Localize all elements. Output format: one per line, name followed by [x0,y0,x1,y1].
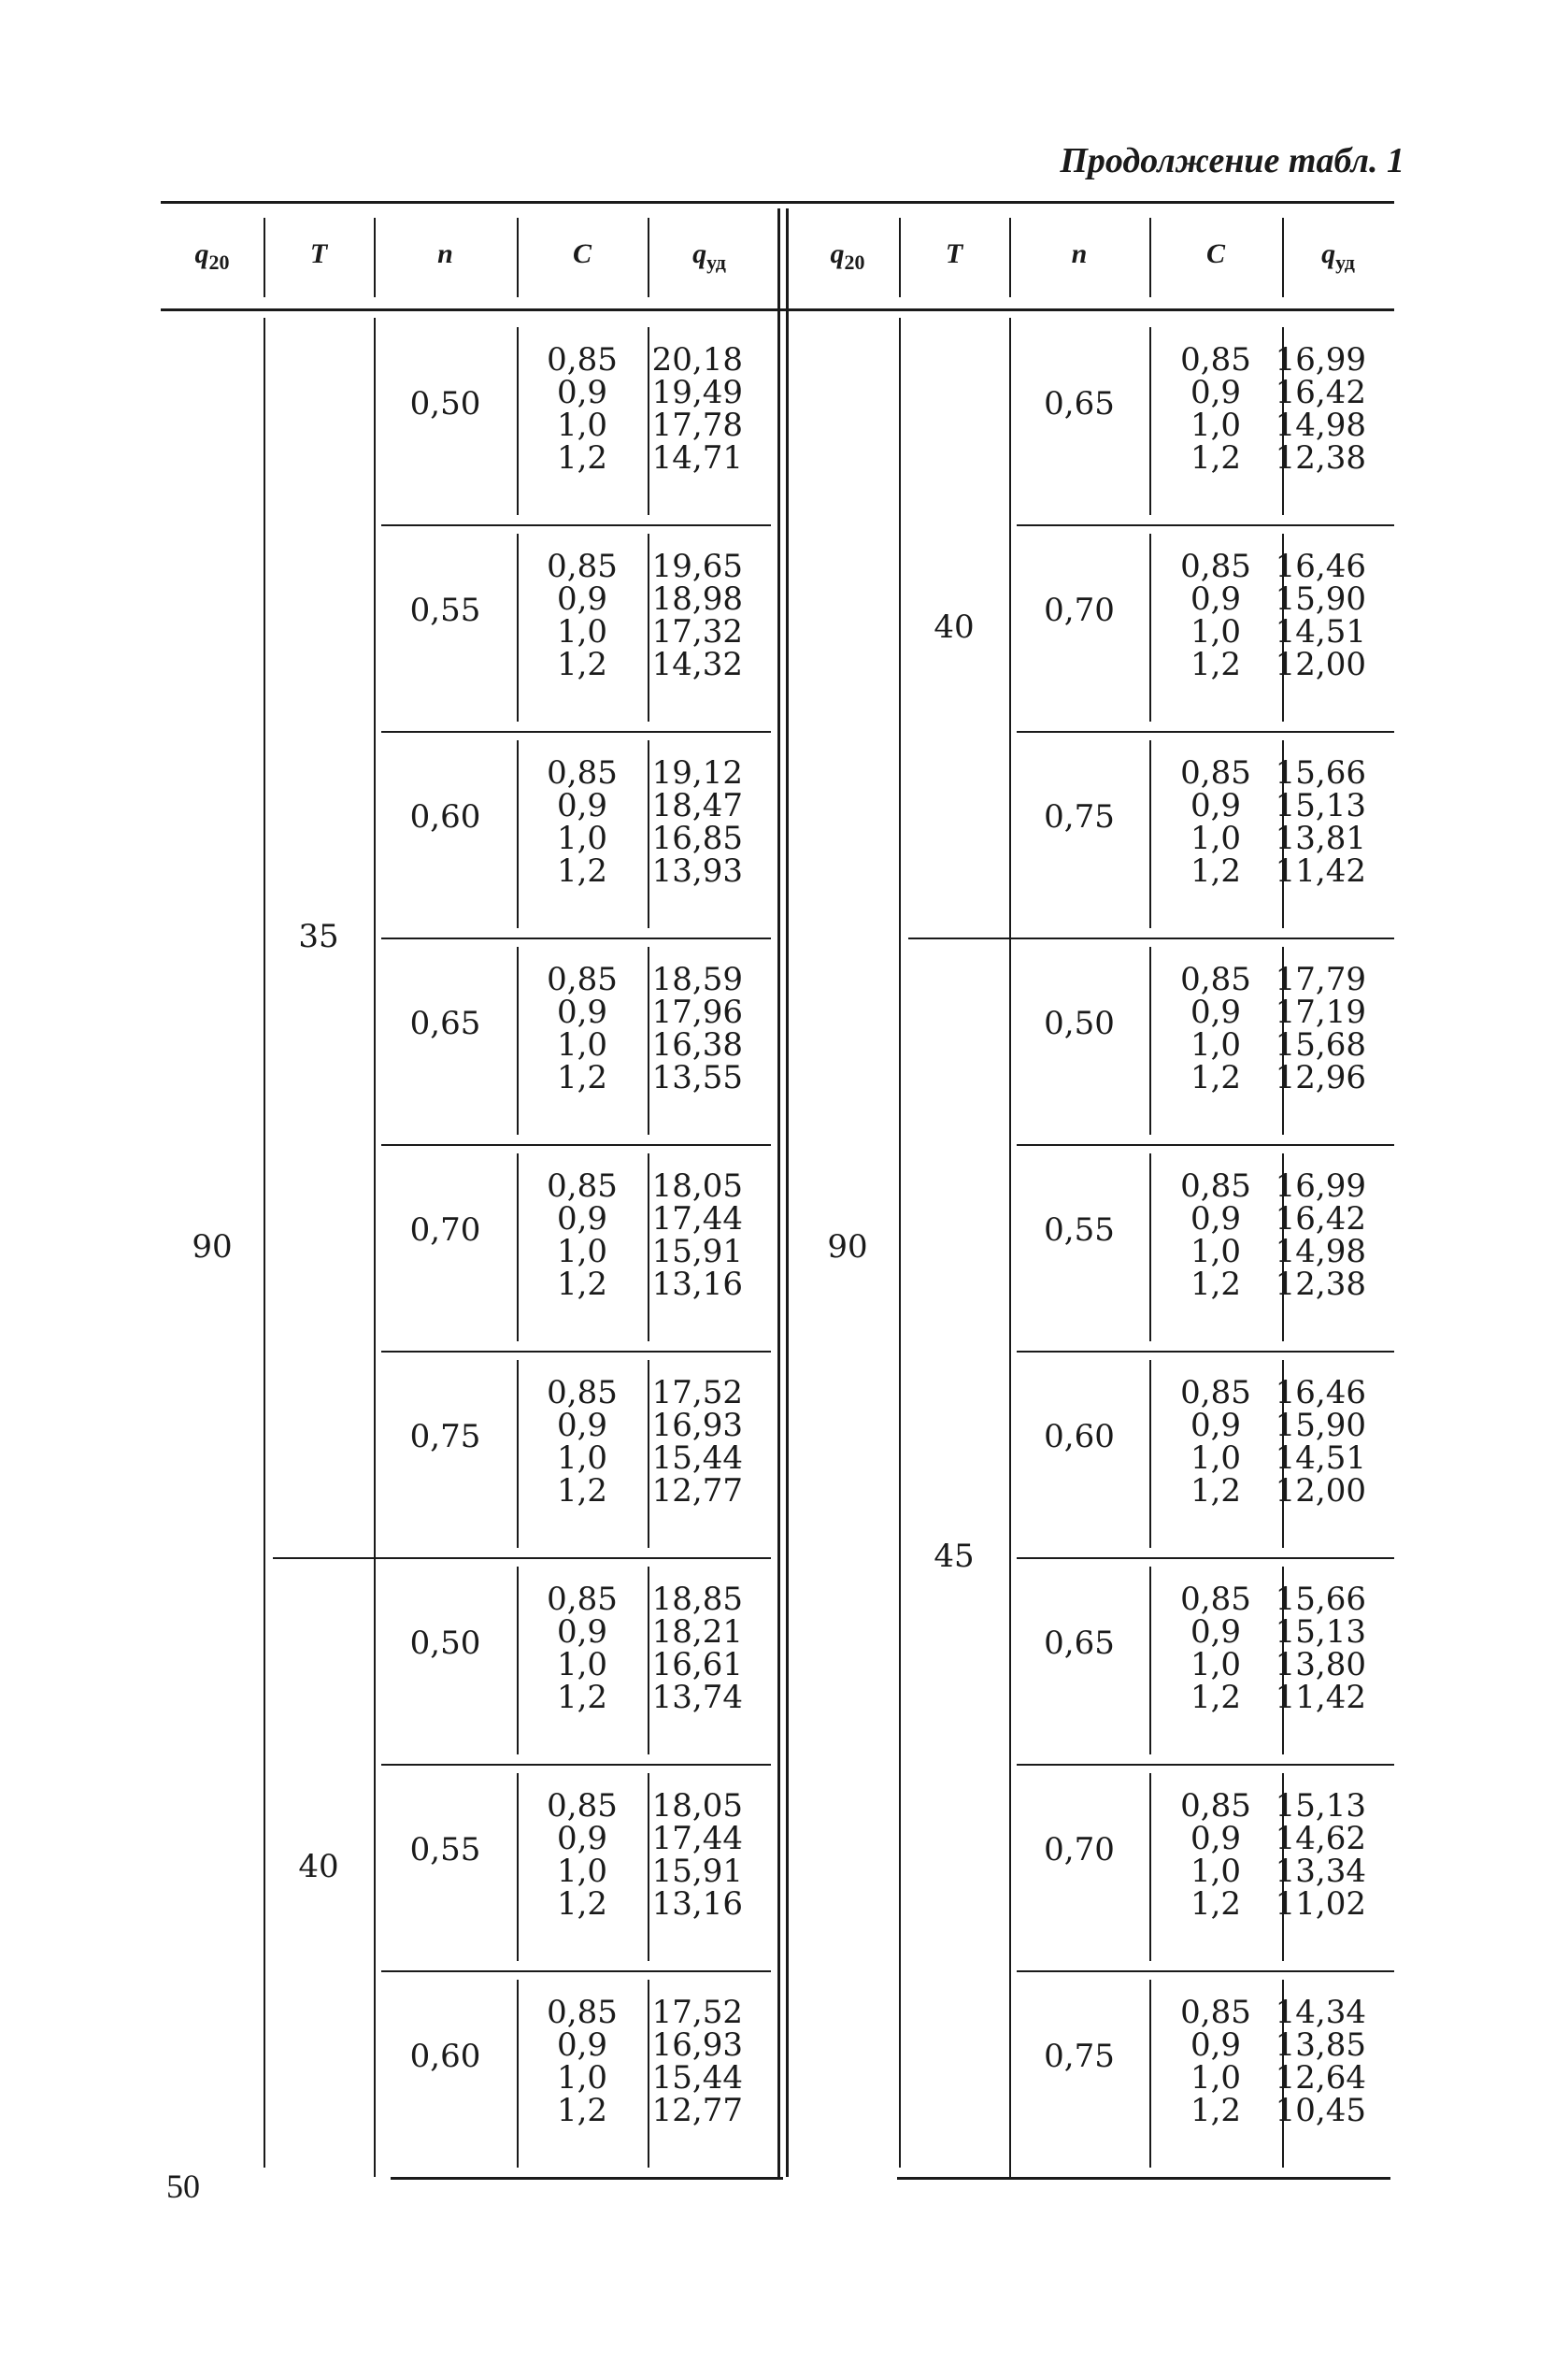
c-value: 0,9 [1190,787,1242,824]
qud-value: 13,55 [651,1059,743,1096]
qud-value: 14,98 [1275,407,1366,444]
qud-value: 19,12 [651,754,743,792]
c-value: 1,2 [1190,1266,1242,1303]
left-qud-values [640,1167,743,1303]
qud-value: 15,90 [1275,580,1366,618]
qud-value: 13,16 [651,1266,743,1303]
c-value: 1,0 [1190,1439,1242,1477]
c-value: 1,2 [1190,1885,1242,1923]
left-header-q20: $q_{20}$ [194,238,230,274]
c-value: 1,2 [556,1266,608,1303]
left-n-value: 0,60 [409,797,481,836]
left-c-values [526,961,638,1096]
qud-value: 12,77 [651,2092,743,2129]
qud-value: 16,61 [651,1646,743,1683]
left-c-values [526,754,638,890]
left-col-line-C [517,534,519,722]
qud-value: 15,90 [1275,1407,1366,1444]
c-value: 1,2 [1190,439,1242,477]
left-header-col-line [374,218,376,297]
right-col-line-C [1149,1980,1151,2168]
c-value: 0,9 [1190,1200,1242,1238]
qud-value: 14,34 [1275,1994,1366,2031]
c-value: 0,9 [556,1613,608,1651]
left-header-col-line [648,218,649,297]
right-col-line-C [1149,534,1151,722]
table-caption: Продолжение табл. 1 [1060,141,1404,180]
left-n-value: 0,75 [409,1417,481,1455]
right-qud-values [1263,754,1366,890]
left-row-rule [381,938,771,939]
left-group-rule [273,1557,771,1559]
left-col-line-C [517,1567,519,1754]
right-row-rule [1017,1764,1394,1766]
right-n-value: 0,65 [1044,1624,1115,1662]
c-value: 1,2 [556,852,608,890]
left-header-qud: $q_{уд}$ [692,238,726,274]
left-c-values [526,1583,638,1714]
left-qud-values [640,754,743,890]
c-value: 1,0 [1190,613,1242,651]
left-n-value: 0,55 [409,591,481,629]
right-T-value: 40 [934,608,975,646]
qud-value: 19,65 [651,548,743,585]
qud-value: 16,46 [1275,1374,1366,1411]
qud-value: 11,02 [1275,1885,1366,1923]
c-value: 1,0 [1190,1026,1242,1064]
left-c-values [526,1787,638,1923]
qud-value: 15,13 [1275,1613,1366,1651]
left-qud-values [640,961,743,1096]
right-T-value: 45 [934,1538,975,1575]
right-n-value: 0,60 [1044,1417,1115,1455]
left-n-value: 0,50 [409,384,481,422]
left-col-line-C [517,947,519,1135]
right-qud-values [1263,961,1366,1096]
c-value: 0,9 [556,1407,608,1444]
c-value: 1,2 [556,1059,608,1096]
qud-value: 15,44 [651,2059,743,2097]
left-col-line-C [517,1360,519,1548]
qud-value: 15,13 [1275,1787,1366,1825]
left-header-T: T [309,238,328,269]
c-value: 0,85 [1180,1374,1251,1411]
qud-value: 13,93 [651,852,743,890]
right-n-value: 0,75 [1044,2037,1115,2075]
c-value: 1,0 [556,407,608,444]
qud-value: 18,59 [651,961,743,998]
right-row-rule [1017,1144,1394,1146]
qud-value: 18,98 [651,580,743,618]
right-c-values [1160,1787,1272,1923]
c-value: 0,9 [556,374,608,411]
qud-value: 17,44 [651,1200,743,1238]
right-n-value: 0,70 [1044,591,1115,629]
right-qud-values [1263,1583,1366,1714]
left-n-value: 0,55 [409,1830,481,1868]
c-value: 0,85 [1180,341,1251,379]
right-row-rule [1017,1557,1394,1559]
right-c-values [1160,548,1272,683]
right-col-line-C [1149,1360,1151,1548]
qud-value: 14,98 [1275,1233,1366,1270]
qud-value: 13,85 [1275,2026,1366,2064]
right-c-values [1160,341,1272,477]
left-header-n: n [437,238,453,269]
right-col-line-C [1149,1567,1151,1754]
qud-value: 16,99 [1275,341,1366,379]
right-c-values [1160,1583,1272,1714]
qud-value: 16,93 [651,2026,743,2064]
c-value: 0,9 [1190,1613,1242,1651]
c-value: 0,85 [1180,754,1251,792]
c-value: 0,85 [1180,961,1251,998]
c-value: 1,2 [1190,1679,1242,1716]
qud-value: 17,52 [651,1994,743,2031]
right-qud-values [1263,341,1366,477]
qud-value: 14,32 [651,646,743,683]
c-value: 1,2 [1190,2092,1242,2129]
qud-value: 11,42 [1275,852,1366,890]
c-value: 1,0 [1190,1646,1242,1683]
c-value: 0,85 [547,961,618,998]
c-value: 1,2 [556,439,608,477]
c-value: 1,2 [556,1472,608,1510]
right-n-value: 0,65 [1044,384,1115,422]
qud-value: 15,91 [651,1853,743,1890]
left-qud-values [640,1583,743,1714]
right-n-value: 0,70 [1044,1830,1115,1868]
left-n-value: 0,65 [409,1004,481,1042]
c-value: 1,2 [1190,1472,1242,1510]
c-value: 0,85 [547,341,618,379]
c-value: 0,9 [556,1820,608,1857]
qud-value: 13,74 [651,1679,743,1716]
half-separator-line [786,208,789,2177]
right-group-rule [908,938,1394,939]
qud-value: 17,79 [1275,961,1366,998]
left-col-line-C [517,327,519,515]
left-T-value: 40 [298,1847,339,1885]
qud-value: 13,34 [1275,1853,1366,1890]
c-value: 1,0 [556,2059,608,2097]
right-qud-values [1263,548,1366,683]
qud-value: 17,32 [651,613,743,651]
c-value: 1,0 [556,1233,608,1270]
qud-value: 15,66 [1275,1581,1366,1618]
right-col-line-C [1149,327,1151,515]
qud-value: 16,42 [1275,374,1366,411]
c-value: 0,85 [547,1787,618,1825]
c-value: 1,0 [556,1439,608,1477]
qud-value: 20,18 [651,341,743,379]
left-row-rule [381,524,771,526]
right-c-values [1160,961,1272,1096]
left-row-rule [381,1970,771,1972]
c-value: 1,0 [556,820,608,857]
left-row-rule [381,731,771,733]
c-value: 0,9 [1190,1407,1242,1444]
qud-value: 16,93 [651,1407,743,1444]
left-header-col-line [264,218,265,297]
right-qud-values [1263,1167,1366,1303]
qud-value: 14,51 [1275,613,1366,651]
left-n-value: 0,70 [409,1210,481,1249]
right-col-line-C [1149,1773,1151,1961]
qud-value: 17,44 [651,1820,743,1857]
qud-value: 18,85 [651,1581,743,1618]
right-header-qud: $q_{уд}$ [1321,238,1355,274]
qud-value: 15,13 [1275,787,1366,824]
qud-value: 13,16 [651,1885,743,1923]
right-col-line-C [1149,740,1151,928]
c-value: 1,0 [1190,407,1242,444]
right-header-col-line [1149,218,1151,297]
left-c-values [526,548,638,683]
half-separator-line [777,208,780,2177]
c-value: 1,0 [1190,820,1242,857]
left-col-line-C [517,1773,519,1961]
left-header-col-line [517,218,519,297]
right-qud-values [1263,1374,1366,1510]
right-col-line-n [1009,318,1011,2177]
left-row-rule [381,1351,771,1353]
qud-value: 12,77 [651,1472,743,1510]
c-value: 0,85 [547,548,618,585]
qud-value: 12,96 [1275,1059,1366,1096]
table-bottom-rule-left [391,2177,783,2180]
qud-value: 17,52 [651,1374,743,1411]
left-header-C: C [572,238,592,269]
left-qud-values [640,341,743,477]
c-value: 0,85 [1180,1167,1251,1205]
c-value: 0,85 [547,1167,618,1205]
c-value: 0,9 [556,580,608,618]
c-value: 0,85 [547,754,618,792]
qud-value: 13,81 [1275,820,1366,857]
right-row-rule [1017,1351,1394,1353]
qud-value: 14,62 [1275,1820,1366,1857]
right-n-value: 0,75 [1044,797,1115,836]
right-header-C: C [1205,238,1225,269]
left-c-values [526,1167,638,1303]
c-value: 0,85 [1180,1994,1251,2031]
qud-value: 12,00 [1275,1472,1366,1510]
qud-value: 12,64 [1275,2059,1366,2097]
qud-value: 17,96 [651,994,743,1031]
c-value: 1,0 [1190,1233,1242,1270]
qud-value: 17,19 [1275,994,1366,1031]
table-top-rule [161,201,1394,204]
right-c-values [1160,754,1272,890]
left-row-rule [381,1764,771,1766]
left-col-line-C [517,1980,519,2168]
left-c-values [526,1374,638,1510]
qud-value: 12,38 [1275,439,1366,477]
left-qud-values [640,548,743,683]
right-header-col-line [899,218,901,297]
right-header-T: T [945,238,963,269]
qud-value: 16,38 [651,1026,743,1064]
right-row-rule [1017,1970,1394,1972]
c-value: 0,85 [1180,1787,1251,1825]
c-value: 0,9 [1190,1820,1242,1857]
c-value: 1,0 [1190,1853,1242,1890]
left-col-line-C [517,740,519,928]
c-value: 0,9 [1190,374,1242,411]
c-value: 1,0 [556,1026,608,1064]
c-value: 0,9 [1190,580,1242,618]
qud-value: 16,85 [651,820,743,857]
right-row-rule [1017,731,1394,733]
left-n-value: 0,60 [409,2037,481,2075]
left-col-line-n [374,318,376,2177]
qud-value: 15,91 [651,1233,743,1270]
qud-value: 14,71 [651,439,743,477]
c-value: 1,0 [556,1853,608,1890]
qud-value: 18,05 [651,1787,743,1825]
qud-value: 16,42 [1275,1200,1366,1238]
left-n-value: 0,50 [409,1624,481,1662]
left-row-rule [381,1144,771,1146]
c-value: 1,0 [556,613,608,651]
right-n-value: 0,50 [1044,1004,1115,1042]
right-col-line-C [1149,947,1151,1135]
c-value: 1,2 [556,1885,608,1923]
page-number: 50 [166,2168,200,2205]
right-header-col-line [1009,218,1011,297]
c-value: 1,0 [1190,2059,1242,2097]
right-c-values [1160,1167,1272,1303]
c-value: 0,9 [1190,994,1242,1031]
left-qud-values [640,1374,743,1510]
qud-value: 16,46 [1275,548,1366,585]
qud-value: 18,05 [651,1167,743,1205]
qud-value: 12,38 [1275,1266,1366,1303]
qud-value: 13,80 [1275,1646,1366,1683]
left-qud-values [640,1994,743,2129]
left-col-line-C [517,1153,519,1341]
c-value: 0,9 [556,787,608,824]
right-row-rule [1017,524,1394,526]
right-qud-values [1263,1787,1366,1923]
right-header-q20: $q_{20}$ [830,238,865,274]
c-value: 0,9 [556,1200,608,1238]
left-c-values [526,1994,638,2129]
qud-value: 16,99 [1275,1167,1366,1205]
right-c-values [1160,1374,1272,1510]
c-value: 0,9 [556,994,608,1031]
left-T-value: 35 [298,918,339,955]
qud-value: 11,42 [1275,1679,1366,1716]
c-value: 1,2 [556,1679,608,1716]
left-qud-values [640,1787,743,1923]
qud-value: 19,49 [651,374,743,411]
qud-value: 14,51 [1275,1439,1366,1477]
right-qud-values [1263,1994,1366,2129]
c-value: 1,0 [556,1646,608,1683]
left-c-values [526,341,638,477]
c-value: 1,2 [556,646,608,683]
c-value: 1,2 [556,2092,608,2129]
left-q20-value: 90 [192,1227,233,1266]
right-header-n: n [1071,238,1088,269]
right-header-col-line [1282,218,1284,297]
qud-value: 15,44 [651,1439,743,1477]
c-value: 0,85 [547,1374,618,1411]
c-value: 0,85 [547,1581,618,1618]
c-value: 1,2 [1190,852,1242,890]
right-q20-value: 90 [827,1227,868,1266]
qud-value: 17,78 [651,407,743,444]
c-value: 0,9 [556,2026,608,2064]
qud-value: 10,45 [1275,2092,1366,2129]
table-bottom-rule-right [897,2177,1390,2180]
qud-value: 18,47 [651,787,743,824]
qud-value: 15,66 [1275,754,1366,792]
c-value: 1,2 [1190,1059,1242,1096]
right-c-values [1160,1994,1272,2129]
c-value: 0,85 [1180,548,1251,585]
qud-value: 15,68 [1275,1026,1366,1064]
c-value: 0,9 [1190,2026,1242,2064]
right-col-line-C [1149,1153,1151,1341]
qud-value: 18,21 [651,1613,743,1651]
right-n-value: 0,55 [1044,1210,1115,1249]
qud-value: 12,00 [1275,646,1366,683]
c-value: 0,85 [1180,1581,1251,1618]
c-value: 0,85 [547,1994,618,2031]
c-value: 1,2 [1190,646,1242,683]
